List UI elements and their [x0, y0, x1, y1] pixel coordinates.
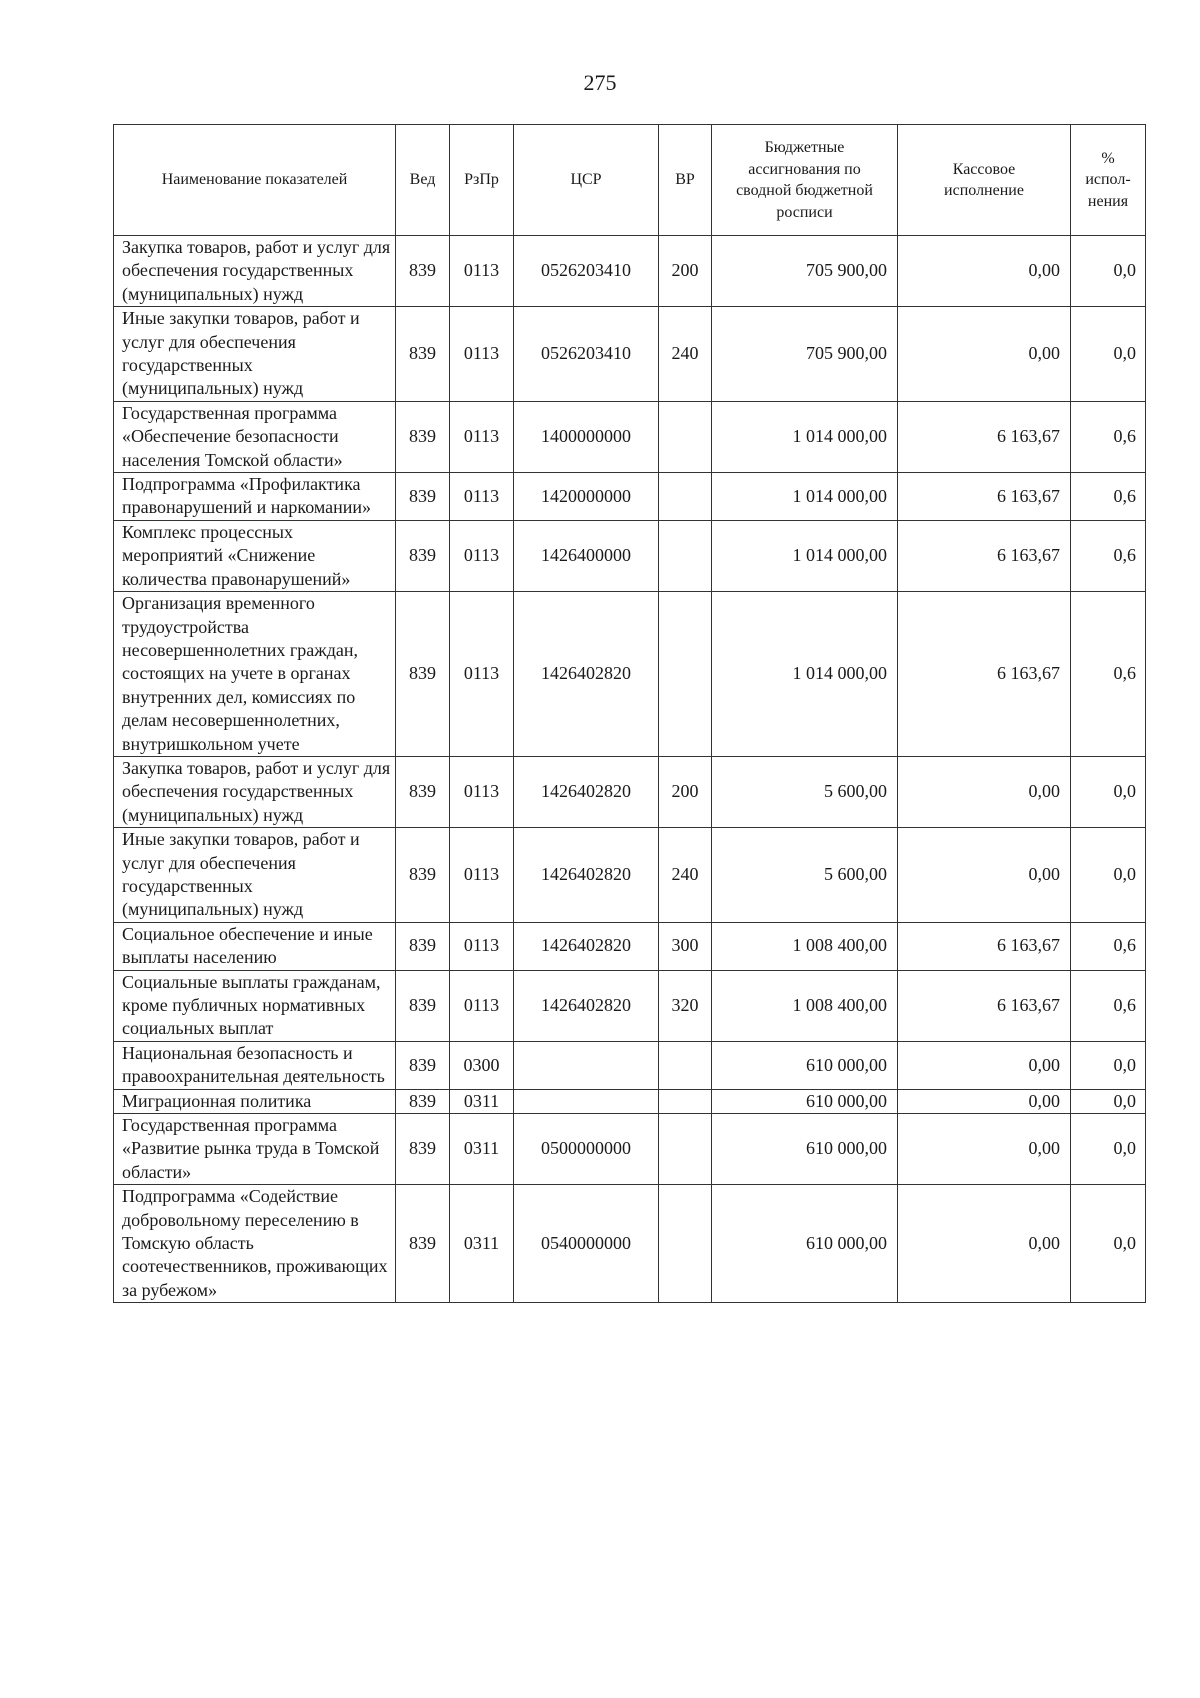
cell-budget: 610 000,00 [712, 1185, 898, 1303]
cell-name: Социальное обеспечение и иные выплаты населению [114, 922, 396, 970]
cell-vr [659, 520, 712, 591]
cell-ved: 839 [396, 473, 450, 521]
cell-cash: 6 163,67 [898, 922, 1071, 970]
table-row [114, 1185, 1146, 1303]
header-csr: ЦСР [514, 125, 659, 236]
table-row [114, 307, 1146, 402]
cell-cash: 0,00 [898, 1089, 1071, 1113]
cell-csr: 1426402820 [514, 756, 659, 827]
cell-rzpr: 0113 [450, 520, 514, 591]
cell-vr [659, 592, 712, 757]
cell-name: Иные закупки товаров, работ и услуг для обеспечения государственных (муниципальных) нужд [114, 307, 396, 402]
cell-vr [659, 1114, 712, 1185]
cell-rzpr: 0113 [450, 236, 514, 307]
cell-budget: 610 000,00 [712, 1041, 898, 1089]
cell-ved: 839 [396, 970, 450, 1041]
cell-cash: 0,00 [898, 307, 1071, 402]
cell-pct: 0,0 [1071, 828, 1146, 923]
cell-vr [659, 1089, 712, 1113]
table-row [114, 970, 1146, 1041]
cell-budget: 1 014 000,00 [712, 401, 898, 472]
header-pct: % испол-нения [1071, 125, 1146, 236]
cell-pct: 0,0 [1071, 307, 1146, 402]
table-row [114, 1041, 1146, 1089]
cell-name: Закупка товаров, работ и услуг для обеспечения государственных (муниципальных) нужд [114, 756, 396, 827]
header-name: Наименование показателей [114, 125, 396, 236]
cell-vr: 240 [659, 307, 712, 402]
cell-cash: 6 163,67 [898, 592, 1071, 757]
cell-pct: 0,0 [1071, 1185, 1146, 1303]
cell-csr: 1426402820 [514, 592, 659, 757]
cell-pct: 0,6 [1071, 592, 1146, 757]
cell-rzpr: 0113 [450, 592, 514, 757]
cell-name: Подпрограмма «Профилактика правонарушений и наркомании» [114, 473, 396, 521]
header-rzpr: РзПр [450, 125, 514, 236]
cell-vr: 200 [659, 236, 712, 307]
page-number: 275 [583, 70, 617, 95]
header-vr: ВР [659, 125, 712, 236]
cell-budget: 1 014 000,00 [712, 592, 898, 757]
cell-budget: 705 900,00 [712, 236, 898, 307]
cell-ved: 839 [396, 520, 450, 591]
header-budget: Бюджетные ассигнования по сводной бюджетной росписи [712, 125, 898, 236]
cell-pct: 0,6 [1071, 970, 1146, 1041]
cell-vr: 300 [659, 922, 712, 970]
header-ved: Вед [396, 125, 450, 236]
cell-csr [514, 1089, 659, 1113]
cell-ved: 839 [396, 1185, 450, 1303]
cell-csr: 1426400000 [514, 520, 659, 591]
cell-pct: 0,0 [1071, 756, 1146, 827]
cell-ved: 839 [396, 922, 450, 970]
cell-csr: 1426402820 [514, 970, 659, 1041]
cell-name: Национальная безопасность и правоохранительная деятельность [114, 1041, 396, 1089]
cell-pct: 0,6 [1071, 401, 1146, 472]
cell-cash: 0,00 [898, 236, 1071, 307]
cell-cash: 6 163,67 [898, 970, 1071, 1041]
cell-ved: 839 [396, 756, 450, 827]
cell-rzpr: 0311 [450, 1089, 514, 1113]
cell-rzpr: 0113 [450, 473, 514, 521]
table-row [114, 520, 1146, 591]
cell-budget: 5 600,00 [712, 756, 898, 827]
table-row [114, 236, 1146, 307]
table-header-row [114, 125, 1146, 236]
cell-cash: 6 163,67 [898, 401, 1071, 472]
cell-ved: 839 [396, 592, 450, 757]
cell-csr: 1420000000 [514, 473, 659, 521]
cell-name: Закупка товаров, работ и услуг для обеспечения государственных (муниципальных) нужд [114, 236, 396, 307]
cell-rzpr: 0113 [450, 756, 514, 827]
cell-rzpr: 0113 [450, 922, 514, 970]
cell-cash: 0,00 [898, 1185, 1071, 1303]
cell-pct: 0,6 [1071, 520, 1146, 591]
cell-vr [659, 1185, 712, 1303]
cell-ved: 839 [396, 401, 450, 472]
cell-ved: 839 [396, 307, 450, 402]
cell-name: Государственная программа «Развитие рынка труда в Томской области» [114, 1114, 396, 1185]
cell-budget: 1 008 400,00 [712, 922, 898, 970]
cell-rzpr: 0113 [450, 828, 514, 923]
cell-cash: 0,00 [898, 828, 1071, 923]
cell-name: Иные закупки товаров, работ и услуг для обеспечения государственных (муниципальных) нужд [114, 828, 396, 923]
cell-vr [659, 473, 712, 521]
cell-rzpr: 0311 [450, 1185, 514, 1303]
cell-pct: 0,0 [1071, 1089, 1146, 1113]
table-row [114, 756, 1146, 827]
cell-pct: 0,6 [1071, 922, 1146, 970]
cell-rzpr: 0300 [450, 1041, 514, 1089]
table-row [114, 1089, 1146, 1113]
cell-cash: 0,00 [898, 756, 1071, 827]
cell-pct: 0,6 [1071, 473, 1146, 521]
cell-name: Миграционная политика [114, 1089, 396, 1113]
cell-cash: 6 163,67 [898, 473, 1071, 521]
cell-csr: 0500000000 [514, 1114, 659, 1185]
cell-budget: 1 014 000,00 [712, 473, 898, 521]
table-row [114, 473, 1146, 521]
cell-cash: 6 163,67 [898, 520, 1071, 591]
cell-csr: 1426402820 [514, 922, 659, 970]
table-row [114, 592, 1146, 757]
cell-vr: 320 [659, 970, 712, 1041]
cell-vr: 200 [659, 756, 712, 827]
cell-pct: 0,0 [1071, 236, 1146, 307]
cell-name: Организация временного трудоустройства несовершеннолетних граждан, состоящих на учете в органах внутренних дел, комиссиях по делам несовершеннолетних, внутришкольном учете [114, 592, 396, 757]
cell-vr [659, 401, 712, 472]
cell-csr: 0540000000 [514, 1185, 659, 1303]
cell-name: Комплекс процессных мероприятий «Снижение количества правонарушений» [114, 520, 396, 591]
cell-budget: 610 000,00 [712, 1089, 898, 1113]
cell-budget: 705 900,00 [712, 307, 898, 402]
cell-ved: 839 [396, 1114, 450, 1185]
cell-name: Социальные выплаты гражданам, кроме публичных нормативных социальных выплат [114, 970, 396, 1041]
cell-pct: 0,0 [1071, 1114, 1146, 1185]
table-row [114, 1114, 1146, 1185]
cell-pct: 0,0 [1071, 1041, 1146, 1089]
cell-csr: 0526203410 [514, 307, 659, 402]
cell-ved: 839 [396, 828, 450, 923]
cell-rzpr: 0113 [450, 401, 514, 472]
cell-vr: 240 [659, 828, 712, 923]
cell-rzpr: 0113 [450, 970, 514, 1041]
cell-csr [514, 1041, 659, 1089]
cell-ved: 839 [396, 1041, 450, 1089]
cell-csr: 0526203410 [514, 236, 659, 307]
cell-budget: 1 014 000,00 [712, 520, 898, 591]
cell-csr: 1426402820 [514, 828, 659, 923]
cell-rzpr: 0311 [450, 1114, 514, 1185]
cell-ved: 839 [396, 1089, 450, 1113]
cell-budget: 5 600,00 [712, 828, 898, 923]
cell-budget: 610 000,00 [712, 1114, 898, 1185]
budget-execution-table [113, 124, 1146, 1303]
table-row [114, 828, 1146, 923]
cell-rzpr: 0113 [450, 307, 514, 402]
cell-name: Подпрограмма «Содействие добровольному переселению в Томскую область соотечественников, проживающих за рубежом» [114, 1185, 396, 1303]
table-row [114, 401, 1146, 472]
cell-cash: 0,00 [898, 1114, 1071, 1185]
cell-vr [659, 1041, 712, 1089]
header-cash: Кассовое исполнение [898, 125, 1071, 236]
cell-name: Государственная программа «Обеспечение безопасности населения Томской области» [114, 401, 396, 472]
cell-ved: 839 [396, 236, 450, 307]
table-row [114, 922, 1146, 970]
cell-cash: 0,00 [898, 1041, 1071, 1089]
cell-csr: 1400000000 [514, 401, 659, 472]
cell-budget: 1 008 400,00 [712, 970, 898, 1041]
